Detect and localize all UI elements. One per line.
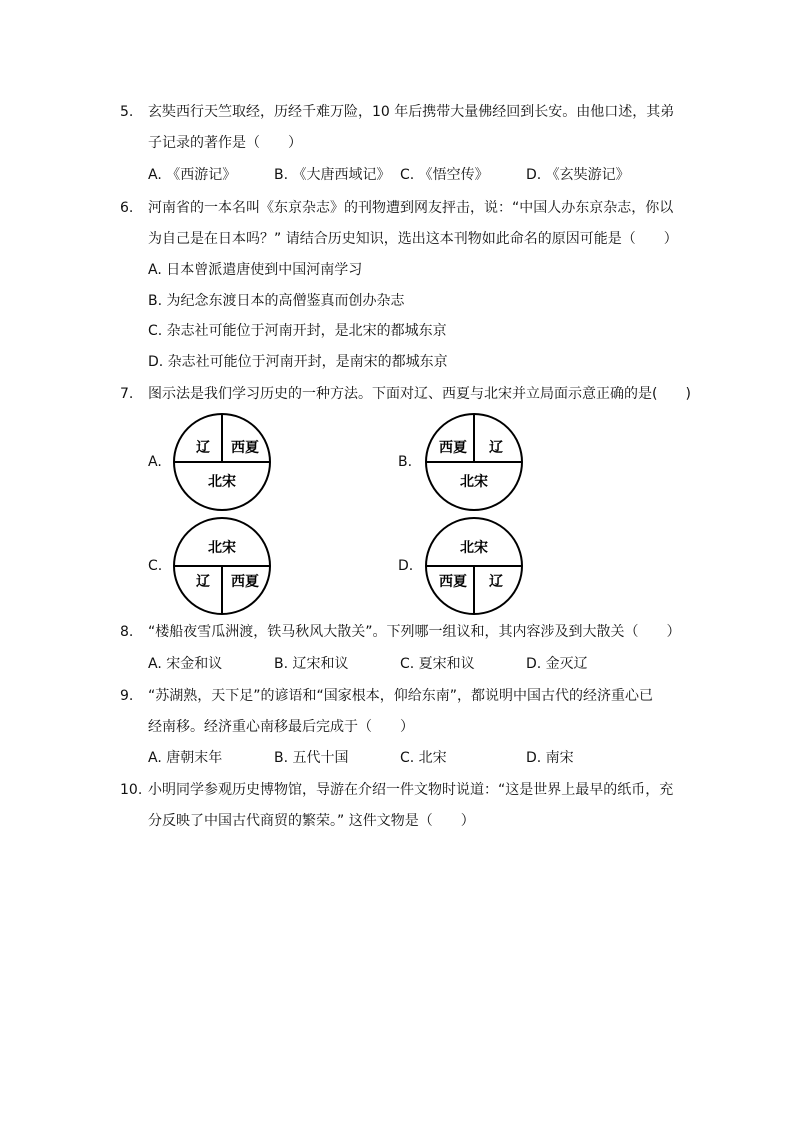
option-c[interactable]: C. 《悟空传》	[400, 167, 489, 183]
option-d[interactable]: D. 《玄奘游记》	[526, 167, 630, 183]
option-c[interactable]: C. 北宋	[400, 750, 447, 766]
region-liao: 辽	[196, 440, 210, 456]
region-xixia: 西夏	[439, 574, 467, 590]
option-b[interactable]: B. 《大唐西域记》	[274, 167, 391, 183]
region-liao: 辽	[196, 574, 210, 590]
option-d[interactable]: D. 金灭辽	[526, 656, 588, 672]
question-stem-line: “苏湖熟，天下足”的谚语和“国家根本，仰给东南”，都说明中国古代的经济重心已	[148, 688, 654, 704]
question-number: 7.	[120, 386, 134, 402]
region-liao: 辽	[489, 440, 503, 456]
option-c[interactable]: C. 夏宋和议	[400, 656, 475, 672]
region-xixia: 西夏	[439, 440, 467, 456]
option-b-label[interactable]: B.	[398, 454, 413, 470]
option-a-label[interactable]: A.	[148, 454, 162, 470]
region-xixia: 西夏	[231, 574, 259, 590]
option-b[interactable]: B. 五代十国	[274, 750, 349, 766]
question-stem-line: 子记录的著作是（ ）	[148, 135, 302, 151]
region-beisong: 北宋	[460, 540, 488, 556]
question-stem-line: 玄奘西行天竺取经，历经千难万险，10 年后携带大量佛经回到长安。由他口述，其弟	[148, 104, 675, 120]
option-b[interactable]: B. 辽宋和议	[274, 656, 349, 672]
question-number: 5.	[120, 104, 134, 120]
region-beisong: 北宋	[208, 474, 236, 490]
question-stem-line: 为自己是在日本吗？” 请结合历史知识，选出这本刊物如此命名的原因可能是（ ）	[148, 231, 678, 247]
question-stem-line: 河南省的一本名叫《东京杂志》的刊物遭到网友抨击，说：“中国人办东京杂志，你以	[148, 200, 674, 216]
region-beisong: 北宋	[208, 540, 236, 556]
question-number: 8.	[120, 624, 134, 640]
option-d[interactable]: D. 杂志社可能位于河南开封，是南宋的都城东京	[148, 354, 448, 370]
question-number: 9.	[120, 688, 134, 704]
option-d-pie-diagram[interactable]	[424, 516, 524, 616]
option-d-label[interactable]: D.	[398, 558, 414, 574]
question-stem-line: 图示法是我们学习历史的一种方法。下面对辽、西夏与北宋并立局面示意正确的是( )	[148, 386, 691, 402]
option-b-pie-diagram[interactable]	[424, 412, 524, 512]
question-number: 6.	[120, 200, 134, 216]
option-a[interactable]: A. 唐朝末年	[148, 750, 223, 766]
option-c-label[interactable]: C.	[148, 558, 163, 574]
option-c-pie-diagram[interactable]	[172, 516, 272, 616]
question-stem-line: 分反映了中国古代商贸的繁荣。” 这件文物是（ ）	[148, 813, 475, 829]
option-a[interactable]: A. 宋金和议	[148, 656, 223, 672]
option-a-pie-diagram[interactable]	[172, 412, 272, 512]
question-stem-line: 小明同学参观历史博物馆，导游在介绍一件文物时说道：“这是世界上最早的纸币，充	[148, 782, 674, 798]
region-liao: 辽	[489, 574, 503, 590]
region-xixia: 西夏	[231, 440, 259, 456]
question-number: 10.	[120, 782, 143, 798]
option-d[interactable]: D. 南宋	[526, 750, 574, 766]
option-b[interactable]: B. 为纪念东渡日本的高僧鉴真而创办杂志	[148, 293, 405, 309]
question-stem-line: 经南移。经济重心南移最后完成于（ ）	[148, 719, 414, 735]
question-stem-line: “楼船夜雪瓜洲渡，铁马秋风大散关”。下列哪一组议和，其内容涉及到大散关（ ）	[148, 624, 681, 640]
option-a[interactable]: A. 日本曾派遣唐使到中国河南学习	[148, 262, 363, 278]
option-c[interactable]: C. 杂志社可能位于河南开封，是北宋的都城东京	[148, 323, 447, 339]
region-beisong: 北宋	[460, 474, 488, 490]
option-a[interactable]: A. 《西游记》	[148, 167, 237, 183]
